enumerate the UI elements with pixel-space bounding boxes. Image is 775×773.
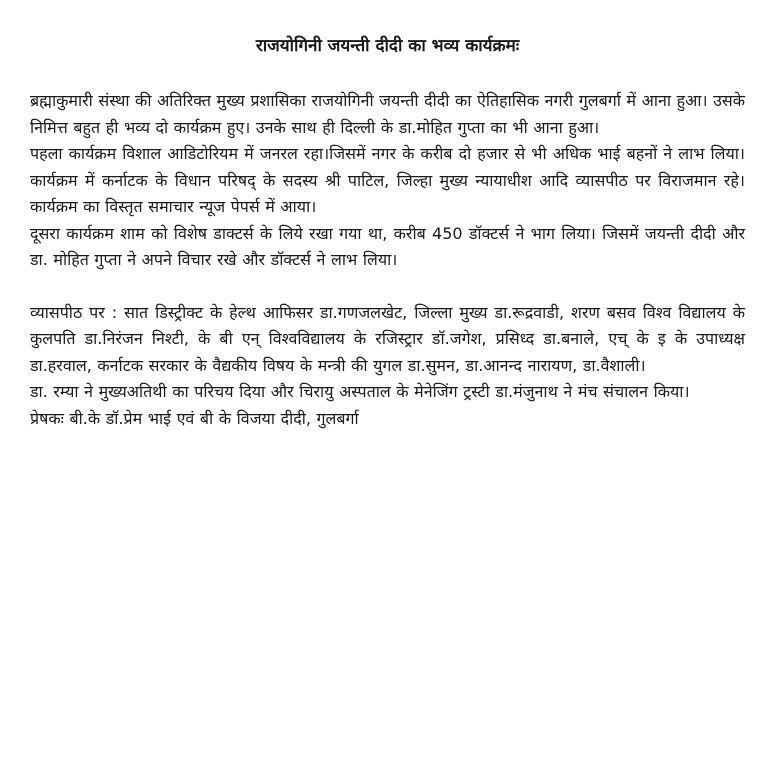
paragraph-introduction-by: डा. रम्या ने मुख्यअतिथी का परिचय दिया और चिरायु अस्पताल के मेनेजिंग ट्रस्टी डा.मंजुनाथ ने मंच संचालन किया। xyxy=(30,382,690,401)
paragraph-first-program: पहला कार्यक्रम विशाल आडिटोरियम में जनरल रहा।जिसमें नगर के करीब दो हजार से भी अधिक भाई बहनों ने लाभ लिया। कार्यक्रम में कर्नाटक के विधान परिषद् के सदस्य श्री पाटिल, जिल्हा मुख्य न्यायाधीश आदि व्यासपीठ पर विराजमान रहे। कार्यक्रम का विस्तृत समाचार न्यूज पेपर्स में आया। xyxy=(30,144,745,216)
paragraph-intro: ब्रह्माकुमारी संस्था की अतिरिक्त मुख्य प्रशासिका राजयोगिनी जयन्ती दीदी का ऐतिहासिक नगरी गुलबर्गा में आना हुआ। उसके निमित्त बहुत ही भव्य दो कार्यक्रम हुए। उनके साथ ही दिल्ली के डा.मोहित गुप्ता का भी आना हुआ। xyxy=(30,91,745,137)
paragraph-second-program: दूसरा कार्यक्रम शाम को विशेष डाक्टर्स के लिये रखा गया था, करीब 450 डॉक्टर्स ने भाग लिया। जिसमें जयन्ती दीदी और डा. मोहित गुप्ता ने अपने विचार रखे और डॉक्टर्स ने लाभ लिया। xyxy=(30,223,745,269)
paragraph-spacer xyxy=(30,274,745,300)
document-title: राजयोगिनी जयन्ती दीदी का भव्य कार्यक्रमः xyxy=(255,36,520,56)
document-page xyxy=(30,34,745,432)
paragraph-sender: प्रेषकः बी.के डॉ.प्रेम भाई एवं बी के विजया दीदी, गुलबर्गा xyxy=(30,408,359,428)
paragraph-dais-guests: व्यासपीठ पर : सात डिस्ट्रीक्ट के हेल्थ आफिसर डा.गणजलखेट, जिल्ला मुख्य डा.रूद्रवाडी, शरण बसव विश्व विद्यालय के कुलपति डा.निरंजन निश्टी, के बी एन् विश्वविद्यालय के रजिस्ट्रार डॉ.जगेश, प्रसिध्द डा.बनाले, एच् के इ के उपाध्यक्ष डा.हरवाल, कर्नाटक सरकार के वैद्यकीय विषय के मन्त्री की युगल डा.सुमन, डा.आनन्द नारायण, डा.वैशाली। xyxy=(30,302,745,375)
